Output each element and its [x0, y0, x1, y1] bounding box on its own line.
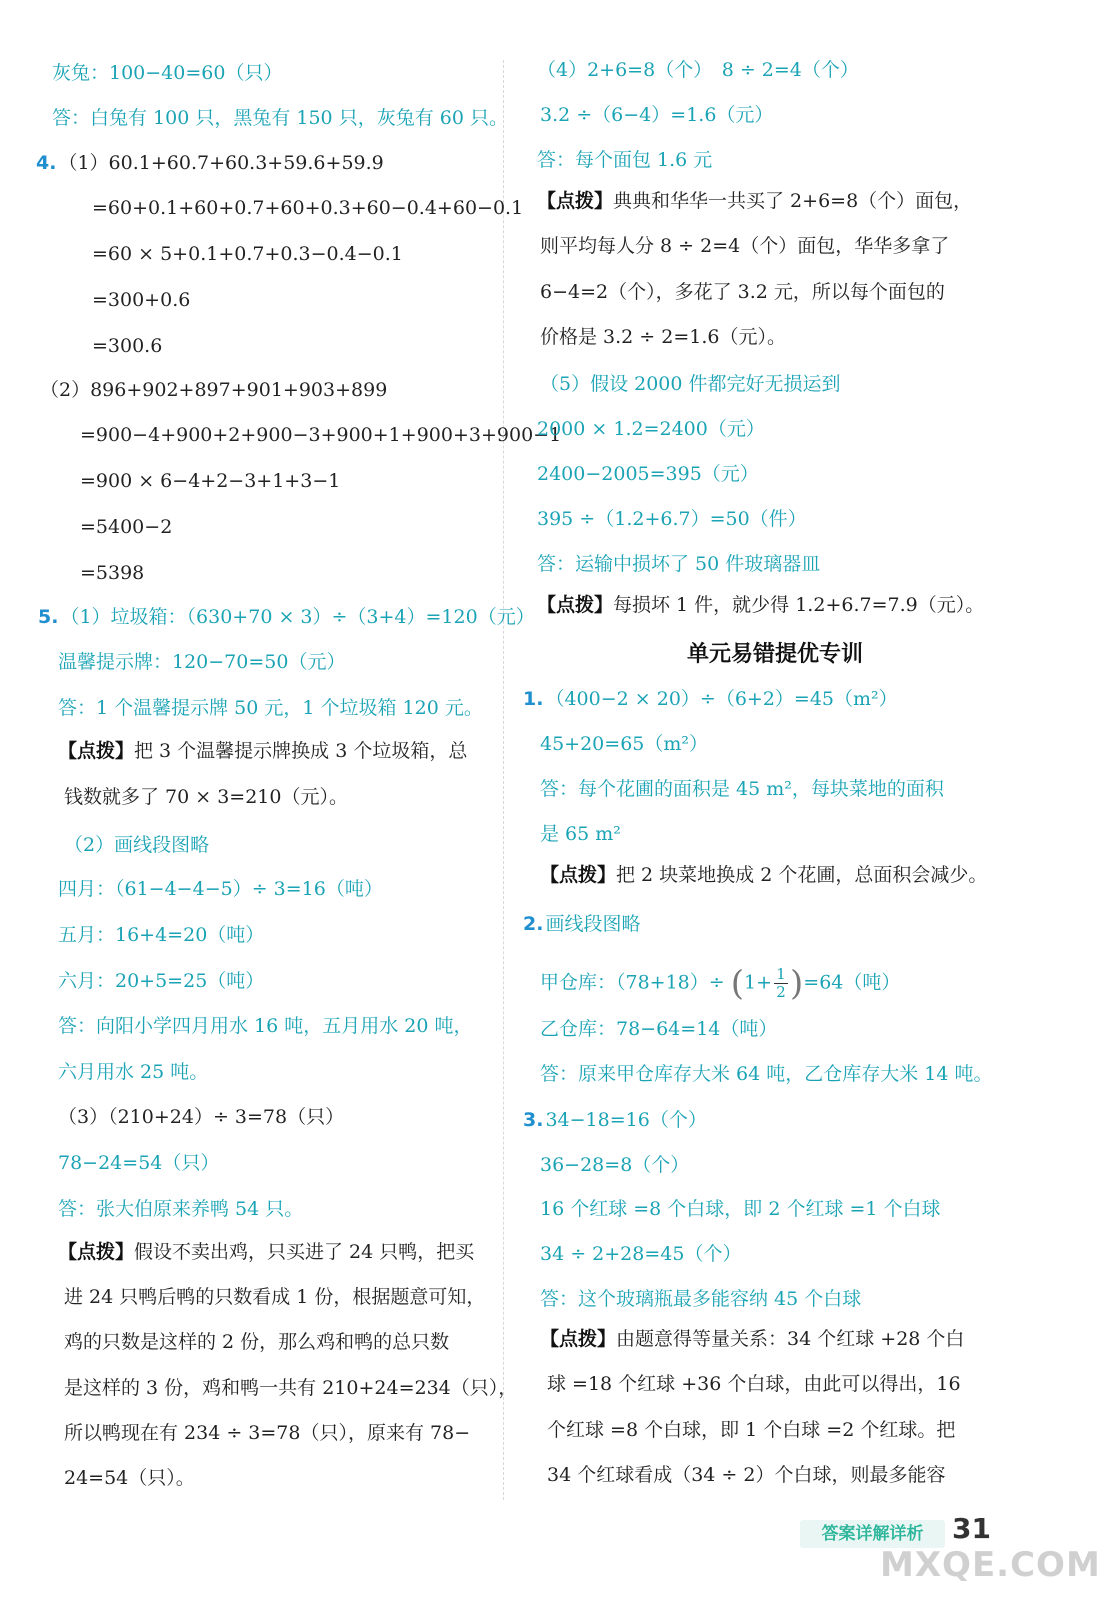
- answer-line: 45+20=65（m²）: [540, 733, 709, 755]
- question-4-line: 4. （1）60.1+60.7+60.3+59.6+59.9: [36, 152, 384, 174]
- hint-line: 【点拨】每损坏 1 件，就少得 1.2+6.7=7.9（元）。: [537, 594, 985, 616]
- calc-line: （3）（210+24）÷ 3=78（只）: [58, 1106, 345, 1128]
- calc-line: =5400−2: [80, 516, 173, 538]
- question-1-line: 1. （400−2 × 20）÷（6+2）=45（m²）: [523, 688, 898, 710]
- answer-line: 2400−2005=395（元）: [537, 463, 759, 485]
- hint-line: 【点拨】由题意得等量关系：34 个红球 +28 个白: [540, 1328, 965, 1350]
- answer-line: 2000 × 1.2=2400（元）: [537, 418, 765, 440]
- calc-line: =300+0.6: [92, 289, 191, 311]
- hint-tag: 【点拨】: [58, 740, 135, 762]
- answer-line: 是 65 m²: [540, 823, 621, 845]
- answer-line: 答：1 个温馨提示牌 50 元，1 个垃圾箱 120 元。: [58, 697, 483, 719]
- hint-line: 【点拨】把 2 块菜地换成 2 个花圃，总面积会减少。: [540, 864, 988, 886]
- hint-line: 则平均每人分 8 ÷ 2=4（个）面包，华华多拿了: [540, 235, 950, 257]
- question-number: 4.: [36, 152, 57, 174]
- hint-tag: 【点拨】: [540, 864, 617, 886]
- question-2-line: 2. 画线段图略: [523, 913, 641, 935]
- calc-line: （2）896+902+897+901+903+899: [40, 379, 388, 401]
- answer-line: 36−28=8（个）: [540, 1154, 690, 1176]
- hint-line: 钱数就多了 70 × 3=210（元）。: [64, 786, 348, 808]
- hint-line: 34 个红球看成（34 ÷ 2）个白球，则最多能容: [547, 1464, 946, 1486]
- question-number: 1.: [523, 688, 544, 710]
- question-number: 2.: [523, 913, 544, 935]
- calc-line: =5398: [80, 562, 145, 584]
- question-number: 3.: [523, 1109, 544, 1131]
- hint-line: 是这样的 3 份，鸡和鸭一共有 210+24=234（只），: [64, 1377, 518, 1399]
- footer-label: 答案详解详析: [800, 1520, 945, 1548]
- answer-line: 78−24=54（只）: [58, 1152, 220, 1174]
- answer-line: 答：白兔有 100 只，黑兔有 150 只，灰兔有 60 只。: [52, 107, 508, 129]
- answer-line: （4）2+6=8（个） 8 ÷ 2=4（个）: [537, 59, 859, 81]
- hint-line: 【点拨】把 3 个温馨提示牌换成 3 个垃圾箱，总: [58, 740, 468, 762]
- answer-line: 四月：（61−4−4−5）÷ 3=16（吨）: [58, 878, 383, 900]
- answer-line: 答：张大伯原来养鸭 54 只。: [58, 1198, 304, 1220]
- hint-tag: 【点拨】: [58, 1241, 135, 1263]
- hint-line: 所以鸭现在有 234 ÷ 3=78（只），原来有 78−: [64, 1422, 471, 1444]
- hint-tag: 【点拨】: [537, 190, 614, 212]
- calc-line: =900−4+900+2+900−3+900+1+900+3+900−1: [80, 424, 562, 446]
- answer-line: 六月用水 25 吨。: [58, 1061, 209, 1083]
- answer-line: 答：原来甲仓库存大米 64 吨，乙仓库存大米 14 吨。: [540, 1063, 993, 1085]
- answer-line: （5）假设 2000 件都完好无损运到: [540, 373, 841, 395]
- page-number: 31: [952, 1512, 991, 1545]
- answer-line: 答：运输中损坏了 50 件玻璃器皿: [537, 553, 821, 575]
- answer-line: （2）画线段图略: [64, 834, 210, 856]
- hint-line: 价格是 3.2 ÷ 2=1.6（元）。: [540, 326, 786, 348]
- answer-line: 3.2 ÷（6−4）=1.6（元）: [540, 104, 774, 126]
- hint-line: 球 =18 个红球 +36 个白球，由此可以得出，16: [547, 1373, 961, 1395]
- question-5-line: 5. （1）垃圾箱：（630+70 × 3）÷（3+4）=120（元）: [38, 606, 535, 628]
- calc-line: =60+0.1+60+0.7+60+0.3+60−0.4+60−0.1: [92, 197, 524, 219]
- hint-line: 24=54（只）。: [64, 1467, 195, 1489]
- answer-line: 答：每个花圃的面积是 45 m²，每块菜地的面积: [540, 778, 944, 800]
- hint-line: 6−4=2（个），多花了 3.2 元，所以每个面包的: [540, 281, 945, 303]
- formula-line: 甲仓库：（78+18）÷ (1+ $\frac{1}{2}$ )=64（吨）: [540, 963, 901, 1004]
- hint-tag: 【点拨】: [537, 594, 614, 616]
- hint-line: 鸡的只数是这样的 2 份，那么鸡和鸭的总只数: [64, 1331, 450, 1353]
- calc-line: =60 × 5+0.1+0.7+0.3−0.4−0.1: [92, 243, 403, 265]
- hint-line: 【点拨】典典和华华一共买了 2+6=8（个）面包，: [537, 190, 973, 212]
- answer-line: 答：向阳小学四月用水 16 吨，五月用水 20 吨，: [58, 1015, 473, 1037]
- answer-line: 五月：16+4=20（吨）: [58, 924, 265, 946]
- column-divider: [503, 60, 504, 1500]
- hint-tag: 【点拨】: [540, 1328, 617, 1350]
- calc-line: =900 × 6−4+2−3+1+3−1: [80, 470, 341, 492]
- answer-line: 灰兔：100−40=60（只）: [52, 62, 283, 84]
- answer-line: 答：每个面包 1.6 元: [537, 149, 713, 171]
- answer-line: 六月：20+5=25（吨）: [58, 970, 265, 992]
- answer-line: 16 个红球 =8 个白球，即 2 个红球 =1 个白球: [540, 1198, 941, 1220]
- watermark: MXQE.COM: [880, 1545, 1101, 1585]
- answer-line: 34 ÷ 2+28=45（个）: [540, 1243, 742, 1265]
- section-title: 单元易错提优专训: [686, 642, 863, 667]
- question-3-line: 3. 34−18=16（个）: [523, 1109, 707, 1131]
- answer-line: 395 ÷（1.2+6.7）=50（件）: [537, 508, 807, 530]
- fraction: $\frac{1}{2}$: [774, 966, 788, 1001]
- calc-line: =300.6: [92, 335, 163, 357]
- hint-line: 个红球 =8 个白球，即 1 个白球 =2 个红球。把: [547, 1419, 956, 1441]
- question-number: 5.: [38, 606, 59, 628]
- answer-line: 温馨提示牌：120−70=50（元）: [58, 651, 346, 673]
- answer-line: 乙仓库：78−64=14（吨）: [540, 1018, 778, 1040]
- hint-line: 进 24 只鸭后鸭的只数看成 1 份，根据题意可知，: [64, 1286, 486, 1308]
- answer-line: 答：这个玻璃瓶最多能容纳 45 个白球: [540, 1288, 862, 1310]
- hint-line: 【点拨】假设不卖出鸡，只买进了 24 只鸭，把买: [58, 1241, 475, 1263]
